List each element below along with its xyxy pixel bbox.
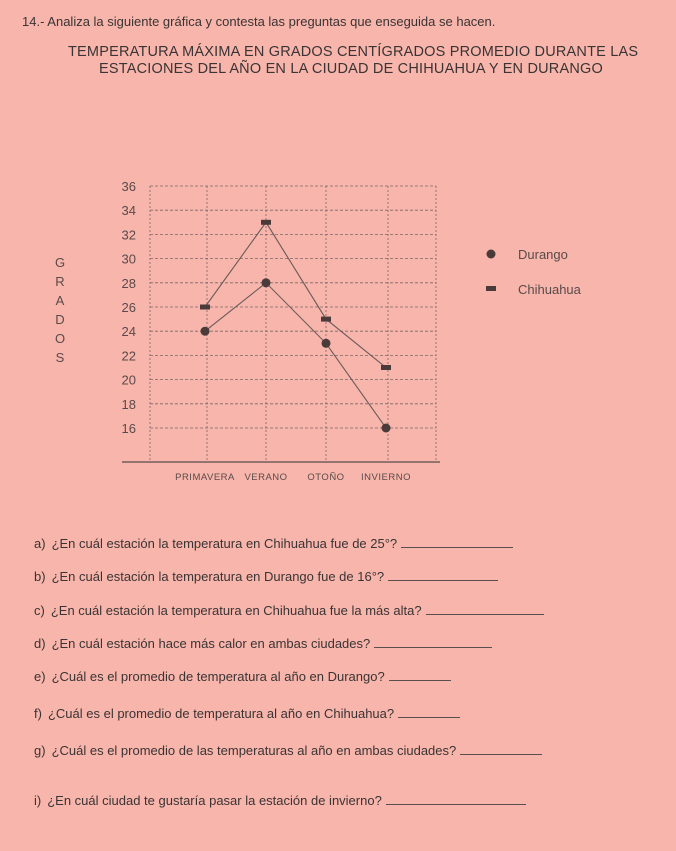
series-line-chihuahua xyxy=(205,222,386,367)
data-point-durango xyxy=(382,424,391,433)
legend-label: Durango xyxy=(518,247,568,262)
answer-blank[interactable] xyxy=(388,568,498,581)
data-point-chihuahua xyxy=(261,220,271,225)
y-tick-label: 20 xyxy=(121,372,136,388)
question-e xyxy=(34,668,451,684)
question-i xyxy=(34,792,526,808)
y-axis-label-letter: S xyxy=(55,350,65,365)
question-label: i) xyxy=(34,793,42,808)
y-tick-label: 24 xyxy=(121,324,136,340)
answer-blank[interactable] xyxy=(426,602,544,615)
answer-blank[interactable] xyxy=(401,535,513,548)
question-text: ¿En cuál estación la temperatura en Chihuahua fue de 25°? xyxy=(51,536,398,551)
question-d xyxy=(34,635,492,651)
y-tick-label: 26 xyxy=(121,300,136,315)
answer-blank[interactable] xyxy=(460,742,542,755)
data-point-durango xyxy=(201,327,210,336)
chart-title-line-1: TEMPERATURA MÁXIMA EN GRADOS CENTÍGRADOS PROMEDIO DURANTE LAS xyxy=(68,44,639,60)
answer-blank[interactable] xyxy=(398,705,460,718)
answer-blank[interactable] xyxy=(389,668,451,681)
y-axis-label-letter: O xyxy=(54,331,66,346)
y-tick-label: 22 xyxy=(121,348,136,364)
question-text: ¿En cuál estación la temperatura en Durango fue de 16°? xyxy=(51,569,385,584)
y-tick-label: 16 xyxy=(121,421,136,436)
y-tick-label: 18 xyxy=(121,396,136,412)
y-tick-label: 28 xyxy=(121,275,136,291)
data-point-durango xyxy=(322,339,331,348)
question-text: ¿Cuál es el promedio de temperatura al año en Durango? xyxy=(51,669,385,684)
answer-blank[interactable] xyxy=(374,635,492,648)
x-tick-label: PRIMAVERA xyxy=(175,472,235,483)
question-text: ¿Cuál es el promedio de las temperaturas al año en ambas ciudades? xyxy=(51,743,457,758)
chart-title-line-2: ESTACIONES DEL AÑO EN LA CIUDAD DE CHIHUAHUA Y EN DURANGO xyxy=(99,61,603,77)
x-tick-label: OTOÑO xyxy=(307,472,345,483)
question-text: ¿En cuál estación la temperatura en Chihuahua fue la más alta? xyxy=(50,603,422,618)
question-label: c) xyxy=(34,603,45,618)
question-label: e) xyxy=(34,669,46,684)
question-label: d) xyxy=(34,636,46,651)
data-point-chihuahua xyxy=(381,365,391,370)
question-text: ¿En cuál ciudad te gustaría pasar la estación de invierno? xyxy=(47,793,382,808)
y-tick-label: 34 xyxy=(121,203,136,219)
legend-label: Chihuahua xyxy=(518,282,581,297)
question-text: ¿Cuál es el promedio de temperatura al año en Chihuahua? xyxy=(47,706,395,721)
question-label: b) xyxy=(34,569,46,584)
x-tick-label: INVIERNO xyxy=(361,472,411,483)
question-label: f) xyxy=(34,706,42,721)
question-label: g) xyxy=(34,743,46,758)
question-c xyxy=(34,602,544,618)
question-text: ¿En cuál estación hace más calor en ambas ciudades? xyxy=(51,636,371,651)
y-axis-label-letter: A xyxy=(55,293,65,308)
question-f xyxy=(34,705,460,721)
data-point-chihuahua xyxy=(200,305,210,310)
data-point-chihuahua xyxy=(321,317,331,322)
y-axis-label-letter: R xyxy=(55,274,65,289)
data-point-durango xyxy=(262,278,271,287)
question-label: a) xyxy=(34,536,46,551)
y-axis-label-letter: D xyxy=(55,312,65,327)
answer-blank[interactable] xyxy=(386,792,526,805)
y-tick-label: 32 xyxy=(121,227,136,243)
y-tick-label: 30 xyxy=(121,251,136,267)
y-axis-label-letter: G xyxy=(54,255,66,270)
legend-marker xyxy=(486,286,496,291)
legend-marker xyxy=(487,250,496,259)
y-tick-label: 36 xyxy=(121,179,136,194)
x-tick-label: VERANO xyxy=(244,472,288,483)
instruction-text: 14.- Analiza la siguiente gráfica y contesta las preguntas que enseguida se hacen. xyxy=(22,14,496,29)
question-b xyxy=(34,568,498,584)
question-g xyxy=(34,742,542,758)
question-a xyxy=(34,535,513,551)
